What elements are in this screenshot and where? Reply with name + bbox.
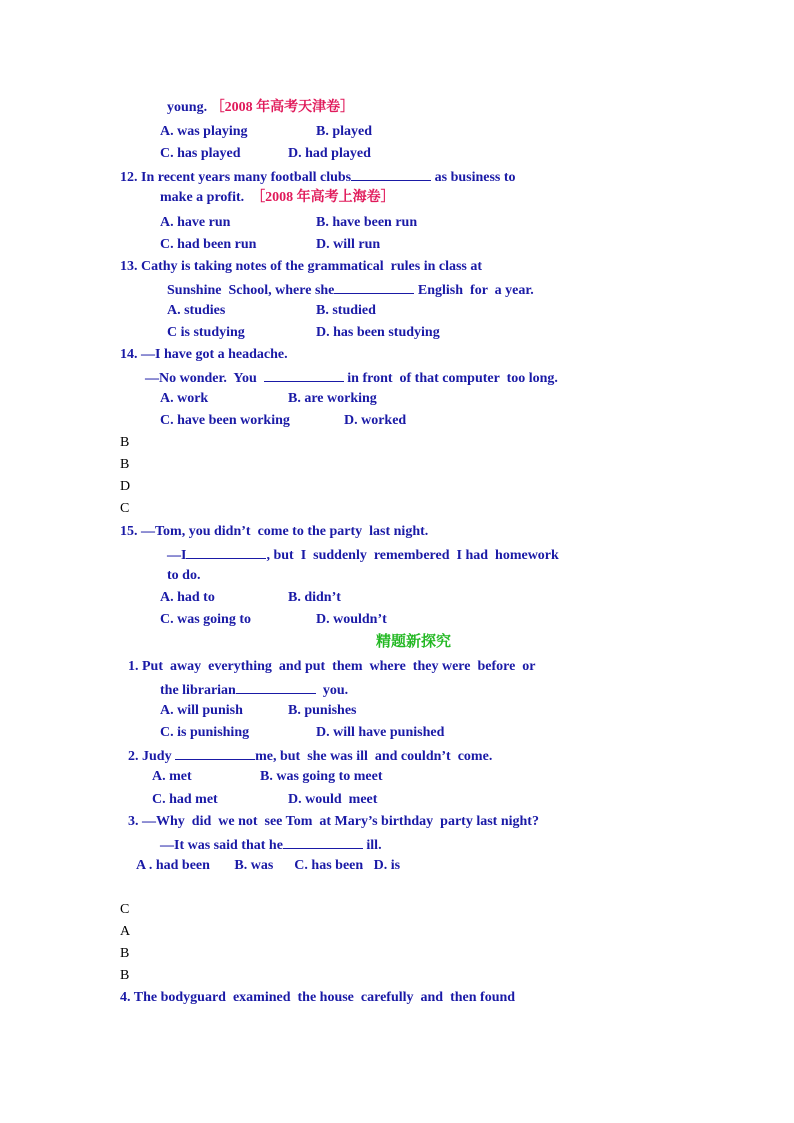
answer-key-item: B	[120, 457, 130, 472]
q15-option-d[interactable]: D. wouldn’t	[316, 612, 387, 627]
q15-answer-blank[interactable]	[186, 545, 266, 559]
q13-option-c[interactable]: C is studying	[167, 325, 245, 340]
p2-option-c[interactable]: C. had met	[152, 792, 218, 807]
q13-stem-pre: Sunshine School, where she	[167, 283, 335, 298]
p4-stem-line1: 4. The bodyguard examined the house carefully and then found	[120, 990, 516, 1005]
q12-stem-line2-text: make a profit.	[160, 190, 245, 205]
q11-option-d[interactable]: D. had played	[288, 146, 371, 161]
q11-option-c[interactable]: C. has played	[160, 146, 241, 161]
q14-option-a[interactable]: A. work	[160, 391, 209, 406]
p1-option-b[interactable]: B. punishes	[288, 703, 357, 718]
q12-stem-post: as business to	[434, 170, 516, 185]
answer-key-item: B	[120, 435, 130, 450]
q15-option-c[interactable]: C. was going to	[160, 612, 252, 627]
p2-stem-pre: 2. Judy	[128, 749, 172, 764]
q12-option-c[interactable]: C. had been run	[160, 237, 257, 252]
q13-stem-post: English for a year.	[417, 283, 534, 298]
q12-source: ［2008 年高考上海卷］	[251, 190, 395, 205]
q13-answer-blank[interactable]	[334, 280, 414, 294]
q14-stem-line2	[145, 368, 558, 388]
q12-option-b[interactable]: B. have been run	[316, 215, 418, 230]
q11-source: ［2008 年高考天津卷］	[210, 100, 355, 115]
p1-option-d[interactable]: D. will have punished	[316, 725, 445, 740]
answer-key-item: C	[120, 902, 130, 917]
p1-stem-post: you.	[322, 683, 349, 698]
p1-option-a[interactable]: A. will punish	[160, 703, 243, 718]
q15-stem-line3: to do.	[167, 568, 201, 583]
p3-stem-pre: —It was said that he	[160, 838, 283, 853]
p2-stem-line1	[128, 746, 492, 766]
p3-stem-post: ill.	[366, 838, 382, 853]
q11-option-a[interactable]: A. was playing	[160, 124, 248, 139]
q14-answer-blank[interactable]	[264, 368, 344, 382]
answer-key-item: A	[120, 924, 131, 939]
q13-option-b[interactable]: B. studied	[316, 303, 376, 318]
answer-key-item: C	[120, 501, 130, 516]
p1-stem-line1: 1. Put away everything and put them where they were before or	[128, 659, 536, 674]
p1-stem-pre: the librarian	[160, 683, 236, 698]
p2-option-b[interactable]: B. was going to meet	[260, 769, 383, 784]
q12-option-a[interactable]: A. have run	[160, 215, 231, 230]
section-title: 精题新探究	[376, 634, 452, 650]
p2-stem-post: me, but she was ill and couldn’t come.	[255, 749, 493, 764]
q14-stem-post: in front of that computer too long.	[347, 371, 558, 386]
q14-option-d[interactable]: D. worked	[344, 413, 407, 428]
p3-stem-line1: 3. —Why did we not see Tom at Mary’s birthday party last night?	[128, 814, 539, 829]
q15-option-b[interactable]: B. didn’t	[288, 590, 341, 605]
q13-stem-line2	[167, 280, 534, 300]
q11-tail-line	[167, 99, 354, 117]
q14-stem-line1: 14. —I have got a headache.	[120, 347, 288, 362]
p3-answer-blank[interactable]	[283, 835, 363, 849]
q12-stem-line2	[160, 189, 395, 207]
answer-key-item: B	[120, 946, 130, 961]
p3-stem-line2	[160, 835, 382, 855]
answer-key-item: D	[120, 479, 131, 494]
q15-stem-line2	[167, 545, 559, 565]
p1-answer-blank[interactable]	[236, 680, 316, 694]
q15-stem-pre: —I	[167, 548, 187, 563]
q11-tail-text: young.	[167, 100, 208, 115]
p1-option-c[interactable]: C. is punishing	[160, 725, 250, 740]
q14-option-c[interactable]: C. have been working	[160, 413, 290, 428]
p1-stem-line2	[160, 680, 348, 700]
q14-stem-pre: —No wonder. You	[145, 371, 257, 386]
q15-option-a[interactable]: A. had to	[160, 590, 215, 605]
answer-key-item: B	[120, 968, 130, 983]
p3-options[interactable]: A . had been B. was C. has been D. is	[136, 858, 401, 873]
q15-stem-line1: 15. —Tom, you didn’t come to the party last night.	[120, 524, 429, 539]
q14-option-b[interactable]: B. are working	[288, 391, 377, 406]
q12-option-d[interactable]: D. will run	[316, 237, 381, 252]
p2-option-d[interactable]: D. would meet	[288, 792, 378, 807]
q15-stem-post: , but I suddenly remembered I had homework	[266, 548, 559, 563]
q12-answer-blank[interactable]	[351, 167, 431, 181]
q13-stem-line1: 13. Cathy is taking notes of the grammatical rules in class at	[120, 259, 483, 274]
q12-stem-line1	[120, 167, 516, 187]
p2-answer-blank[interactable]	[175, 746, 255, 760]
q12-stem-pre: 12. In recent years many football clubs	[120, 170, 352, 185]
q13-option-d[interactable]: D. has been studying	[316, 325, 440, 340]
q13-option-a[interactable]: A. studies	[167, 303, 226, 318]
p2-option-a[interactable]: A. met	[152, 769, 192, 784]
q11-option-b[interactable]: B. played	[316, 124, 373, 139]
